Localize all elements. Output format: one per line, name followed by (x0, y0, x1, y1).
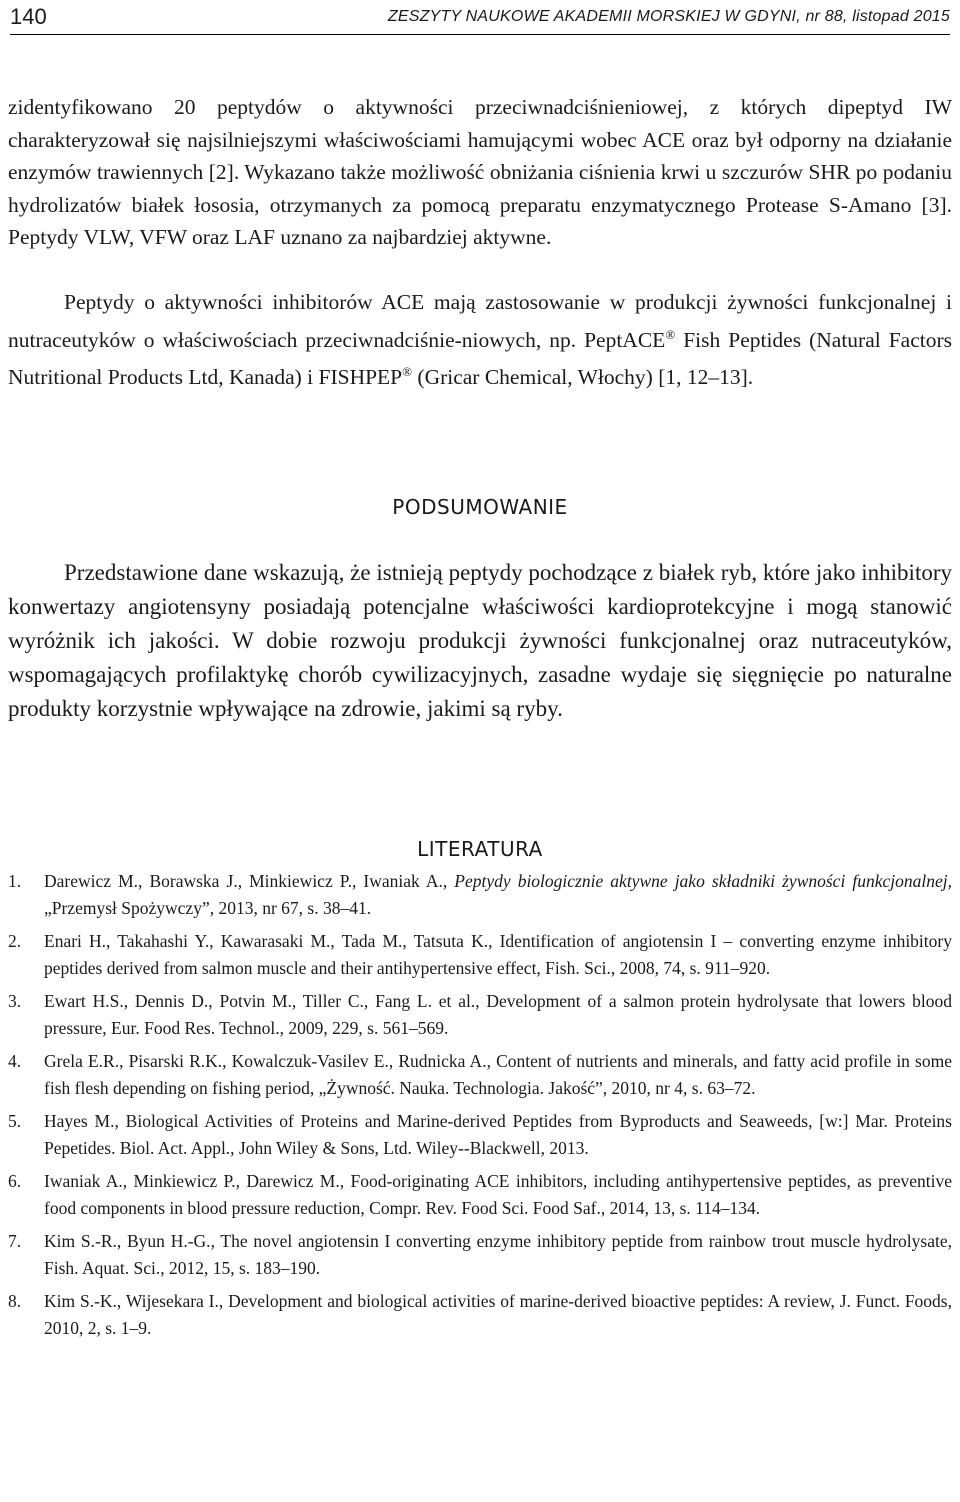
reference-authors: Hayes M. (44, 1111, 115, 1131)
reference-details: , The novel angiotensin I converting enzyme inhibitory peptide from rainbow trout muscle hydrolysate, Fish. Aquat. Sci., 2012, 15, s. 183–190. (44, 1231, 952, 1278)
reference-number: 1. (8, 871, 22, 891)
reference-title: Peptydy biologicznie aktywne jako składniki żywności funkcjonalnej (454, 871, 948, 891)
reference-text (44, 868, 952, 922)
reference-item (8, 928, 952, 982)
reference-item (8, 988, 952, 1042)
peptides-text-1: Peptydy o aktywności inhibitorów ACE mają zastosowanie w produkcji żywności funkcjonalnej i nutraceutyków o właściwościach przeciwnadciśnie-niowych, np. PeptACE (8, 290, 952, 352)
summary-paragraph: Przedstawione dane wskazują, że istnieją peptydy pochodzące z białek ryb, które jako inhibitory konwertazy angiotensyny posiadają potencjalne właściwości kardioprotekcyjne i mogą stanowić wyróżnik ich jakości. W dobie rozwoju produkcji żywności funkcjonalnej oraz nutraceutyków, wspomagających profilaktykę chorób cywilizacyjnych, zasadne wydaje się sięgnięcie po naturalne produkty korzystnie wpływające na zdrowie, jakimi są ryby. (8, 560, 952, 721)
reference-item (8, 1288, 952, 1342)
reference-authors: Iwaniak A., Minkiewicz P., Darewicz M. (44, 1171, 340, 1191)
summary-heading: PODSUMOWANIE (392, 495, 568, 519)
reference-number: 8. (8, 1291, 22, 1311)
reference-list (8, 868, 952, 1348)
reference-details: , Development and biological activities of marine-derived bioactive peptides: A review, J. Funct. Foods, 2010, 2, s. 1–9. (44, 1291, 952, 1338)
reference-text (44, 1108, 952, 1162)
reference-text (44, 1228, 952, 1282)
page-header (10, 0, 950, 35)
literature-heading: LITERATURA (417, 837, 543, 861)
reference-text (44, 928, 952, 982)
running-title: ZESZYTY NAUKOWE AKADEMII MORSKIEJ W GDYNI, nr 88, listopad 2015 (387, 8, 950, 25)
reference-details: , Content of nutrients and minerals, and fatty acid profile in some fish flesh depending on fishing period, „Żywność. Nauka. Technologia. Jakość”, 2010, nr 4, s. 63–72. (44, 1051, 952, 1098)
reference-number: 7. (8, 1231, 22, 1251)
reference-number: 6. (8, 1171, 22, 1191)
reference-details: , „Przemysł Spożywczy”, 2013, nr 67, s. 38–41. (44, 871, 952, 918)
reference-authors: Kim S.-R., Byun H.-G. (44, 1231, 211, 1251)
reference-authors: Kim S.-K., Wijesekara I. (44, 1291, 219, 1311)
reference-text (44, 1288, 952, 1342)
peptides-text-2: Fish Peptides (Natural Factors Nutritional Products Ltd, Kanada) i FISHPEP (8, 327, 953, 390)
reference-item (8, 1228, 952, 1282)
reference-item (8, 1168, 952, 1222)
reference-details: , Food-originating ACE inhibitors, including antihypertensive peptides, as preventive food components in blood pressure reduction, Compr. Rev. Food Sci. Food Saf., 2014, 13, s. 114–134. (44, 1171, 953, 1218)
page-number: 140 (10, 4, 47, 29)
reference-details: , Identification of angiotensin I – converting enzyme inhibitory peptides derived from salmon muscle and their antihypertensive effect, Fish. Sci., 2008, 74, s. 911–920. (44, 931, 952, 978)
reference-authors: Grela E.R., Pisarski R.K., Kowalczuk-Vasilev E., Rudnicka A. (44, 1051, 487, 1071)
reference-text (44, 1048, 952, 1102)
reference-details: , Development of a salmon protein hydrolysate that lowers blood pressure, Eur. Food Res. Technol., 2009, 229, s. 561–569. (44, 991, 952, 1038)
registered-mark-2: ® (402, 364, 413, 380)
reference-item (8, 1048, 952, 1102)
reference-item (8, 868, 952, 922)
reference-details: , Biological Activities of Proteins and Marine-derived Peptides from Byproducts and Seaweeds, [w:] Mar. Proteins Pepetides. Biol. Act. Appl., John Wiley & Sons, Ltd. Wiley--Blackwell, 2013. (44, 1111, 952, 1158)
reference-number: 4. (8, 1051, 22, 1071)
intro-paragraph: zidentyfikowano 20 peptydów o aktywności przeciwnadciśnieniowej, z których dipeptyd IW charakteryzował się najsilniejszymi właściwościami hamującymi wobec ACE oraz był odporny na działanie enzymów trawiennych [2]. Wykazano także możliwość obniżania ciśnienia krwi u szczurów SHR po podaniu hydrolizatów białek łososia, otrzymanych za pomocą preparatu enzymatycznego Protease S-Amano [3]. Peptydy VLW, VFW oraz LAF uznano za najbardziej aktywne. (8, 95, 952, 249)
peptides-text-3: (Gricar Chemical, Włochy) [1, 12–13]. (412, 365, 754, 390)
reference-authors: Ewart H.S., Dennis D., Potvin M., Tiller C., Fang L. et al. (44, 991, 476, 1011)
reference-text (44, 1168, 952, 1222)
reference-number: 3. (8, 991, 22, 1011)
registered-mark-1: ® (665, 326, 676, 342)
reference-authors: Darewicz M., Borawska J., Minkiewicz P., Iwaniak A., (44, 871, 455, 891)
peptides-paragraph (8, 286, 952, 394)
reference-item (8, 1108, 952, 1162)
reference-text (44, 988, 952, 1042)
reference-number: 5. (8, 1111, 22, 1131)
reference-number: 2. (8, 931, 22, 951)
reference-authors: Enari H., Takahashi Y., Kawarasaki M., Tada M., Tatsuta K. (44, 931, 489, 951)
